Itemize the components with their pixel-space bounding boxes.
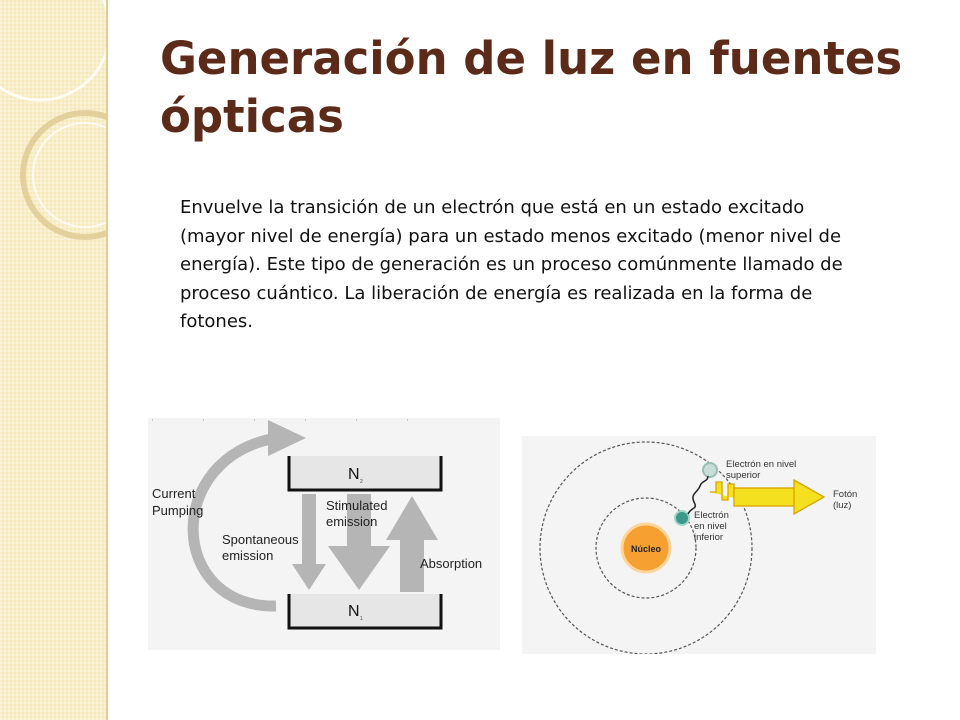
upper-electron-icon xyxy=(703,463,717,477)
lower-electron-label-2: en nivel xyxy=(694,521,727,532)
current-pumping-label-2: Pumping xyxy=(152,503,204,518)
upper-level-label: N xyxy=(348,466,360,483)
lower-electron-label-1: Electrón xyxy=(694,510,729,521)
slide-body-text: Envuelve la transición de un electrón que está en un estado excitado (mayor nivel de energía) para un estado menos excitado (menor nivel de energía). Este tipo de generación es un proceso comúnmente llamado de proceso cuántico. La liberación de energía es realizada en la forma de fotones. xyxy=(180,197,843,332)
photon-wave-icon xyxy=(710,482,734,500)
upper-level-subscript: 2 xyxy=(360,479,363,485)
lower-electron-label-3: inferior xyxy=(694,532,724,543)
spontaneous-emission-label-1: Spontaneous xyxy=(222,532,299,547)
energy-level-diagram xyxy=(148,418,500,650)
absorption-arrow xyxy=(386,496,438,540)
lower-level-subscript: 1 xyxy=(360,616,363,622)
photon-arrow xyxy=(794,480,824,514)
decorative-sidebar xyxy=(0,0,108,720)
decorative-circles xyxy=(0,0,106,720)
current-pumping-arrow xyxy=(193,438,276,606)
current-pumping-label-1: Current xyxy=(152,486,196,501)
spontaneous-emission-arrow xyxy=(292,564,326,590)
photon-label-2: (luz) xyxy=(833,500,852,511)
lower-electron-icon xyxy=(675,511,689,525)
upper-electron-label-2: superior xyxy=(726,470,761,481)
absorption-label: Absorption xyxy=(420,556,483,571)
stimulated-emission-arrow xyxy=(328,546,390,590)
photon-label-1: Fotón xyxy=(833,489,858,500)
slide-title: Generación de luz en fuentes ópticas xyxy=(160,32,903,143)
spontaneous-emission-label-2: emission xyxy=(222,548,274,563)
transition-wave-icon xyxy=(688,476,708,514)
lower-level-label: N xyxy=(348,603,360,620)
upper-level-box xyxy=(289,456,441,490)
atom-photon-diagram xyxy=(522,436,876,654)
upper-electron-label-1: Electrón en nivel xyxy=(726,459,797,470)
nucleus-label: Núcleo xyxy=(630,544,662,554)
stimulated-emission-label-1: Stimulated xyxy=(326,498,388,513)
lower-level-box xyxy=(289,594,441,628)
stimulated-emission-label-2: emission xyxy=(326,514,378,529)
